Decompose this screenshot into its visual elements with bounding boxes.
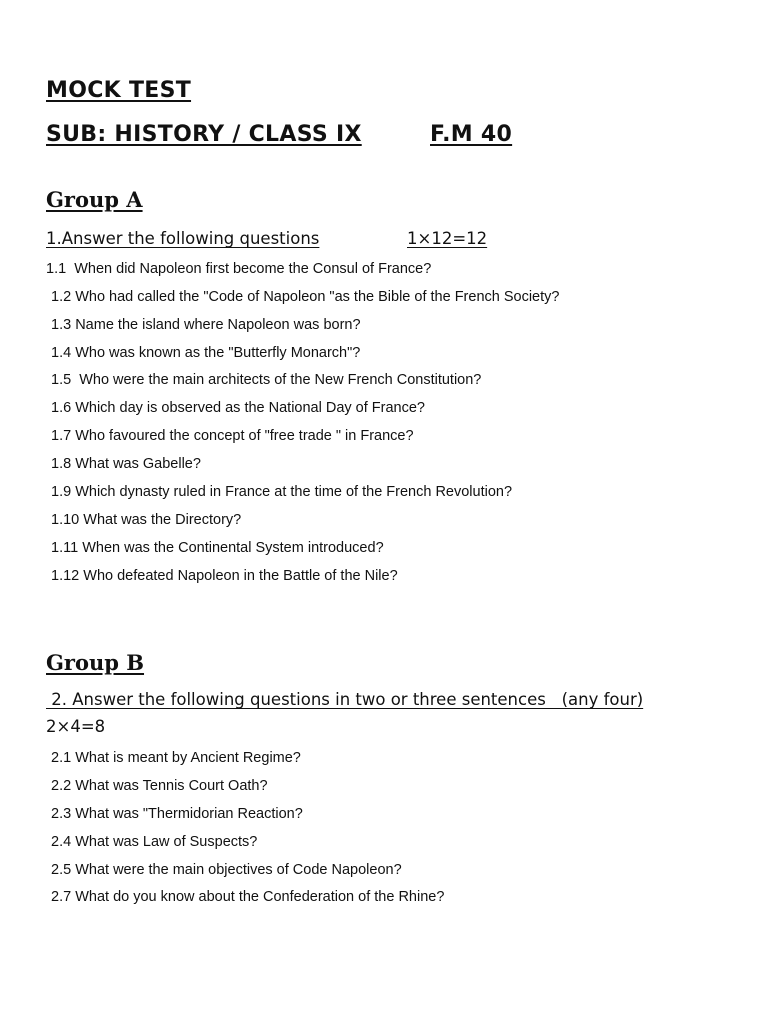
- question-1-6: [51, 400, 425, 416]
- question-text: What was Gabelle?: [75, 456, 201, 472]
- question-number: 2.3: [51, 806, 72, 822]
- question-2-4: [51, 834, 257, 850]
- question-1-8: [51, 456, 201, 472]
- question-number: 2.5: [51, 862, 72, 878]
- question-number: 1.10: [51, 512, 80, 528]
- question-1-9: [51, 484, 512, 500]
- question-number: 1.12: [51, 568, 80, 584]
- question-text: What was the Directory?: [83, 512, 242, 528]
- group-a-marks: [407, 229, 487, 248]
- full-marks: F.M 40: [430, 122, 513, 147]
- group-a-marks-text: 1×12=12: [407, 229, 488, 248]
- question-number: 1.1: [46, 261, 71, 277]
- question-number: 2.4: [51, 834, 72, 850]
- question-text: Who were the main architects of the New French Constitution?: [79, 372, 482, 388]
- question-text: When was the Continental System introduced?: [82, 540, 384, 556]
- group-b-heading: Group B: [46, 650, 145, 675]
- question-text: Name the island where Napoleon was born?: [75, 317, 361, 333]
- question-2-1: [51, 750, 301, 766]
- question-1-12: [51, 568, 398, 584]
- group-a-instruction: [46, 229, 319, 248]
- question-1-1: [46, 261, 431, 277]
- question-number: 1.2: [51, 289, 72, 305]
- question-number: 1.4: [51, 345, 72, 361]
- group-a-heading: Group A: [46, 187, 143, 212]
- question-1-2: [51, 289, 559, 305]
- question-1-7: [51, 428, 414, 444]
- question-number: 2.2: [51, 778, 72, 794]
- question-number: 2.1: [51, 750, 72, 766]
- question-text: Who was known as the "Butterfly Monarch"?: [75, 345, 361, 361]
- question-number: 1.7: [51, 428, 72, 444]
- question-number: 1.5: [51, 372, 76, 388]
- question-text: What do you know about the Confederation of the Rhine?: [75, 889, 445, 905]
- test-title: MOCK TEST: [46, 78, 192, 103]
- group-b-instruction: [46, 690, 643, 709]
- question-number: 1.9: [51, 484, 72, 500]
- question-text: When did Napoleon first become the Consul of France?: [74, 261, 432, 277]
- question-2-7: [51, 889, 444, 905]
- group-a-instruction-text: 1.Answer the following questions: [46, 229, 320, 248]
- question-text: What was "Thermidorian Reaction?: [75, 806, 303, 822]
- question-1-3: [51, 317, 361, 333]
- question-number: 1.3: [51, 317, 72, 333]
- group-b-instruction-text: 2. Answer the following questions in two or three sentences (any four): [46, 690, 644, 709]
- question-text: What was Law of Suspects?: [75, 834, 258, 850]
- subject-line: SUB: HISTORY / CLASS IX: [46, 122, 362, 147]
- group-b-marks: 2×4=8: [46, 717, 106, 736]
- question-number: 2.7: [51, 889, 72, 905]
- question-2-2: [51, 778, 268, 794]
- question-text: Which day is observed as the National Day of France?: [75, 400, 425, 416]
- question-text: Who had called the "Code of Napoleon "as the Bible of the French Society?: [75, 289, 560, 305]
- question-1-11: [51, 540, 384, 556]
- question-number: 1.8: [51, 456, 72, 472]
- question-number: 1.6: [51, 400, 72, 416]
- question-text: What is meant by Ancient Regime?: [75, 750, 301, 766]
- question-2-3: [51, 806, 303, 822]
- question-text: Which dynasty ruled in France at the time of the French Revolution?: [75, 484, 513, 500]
- question-text: Who defeated Napoleon in the Battle of the Nile?: [83, 568, 398, 584]
- question-number: 1.11: [51, 540, 79, 556]
- question-1-4: [51, 345, 360, 361]
- question-1-10: [51, 512, 241, 528]
- question-text: Who favoured the concept of "free trade " in France?: [75, 428, 414, 444]
- question-text: What were the main objectives of Code Napoleon?: [75, 862, 402, 878]
- question-text: What was Tennis Court Oath?: [75, 778, 268, 794]
- question-2-5: [51, 862, 402, 878]
- question-1-5: [51, 372, 481, 388]
